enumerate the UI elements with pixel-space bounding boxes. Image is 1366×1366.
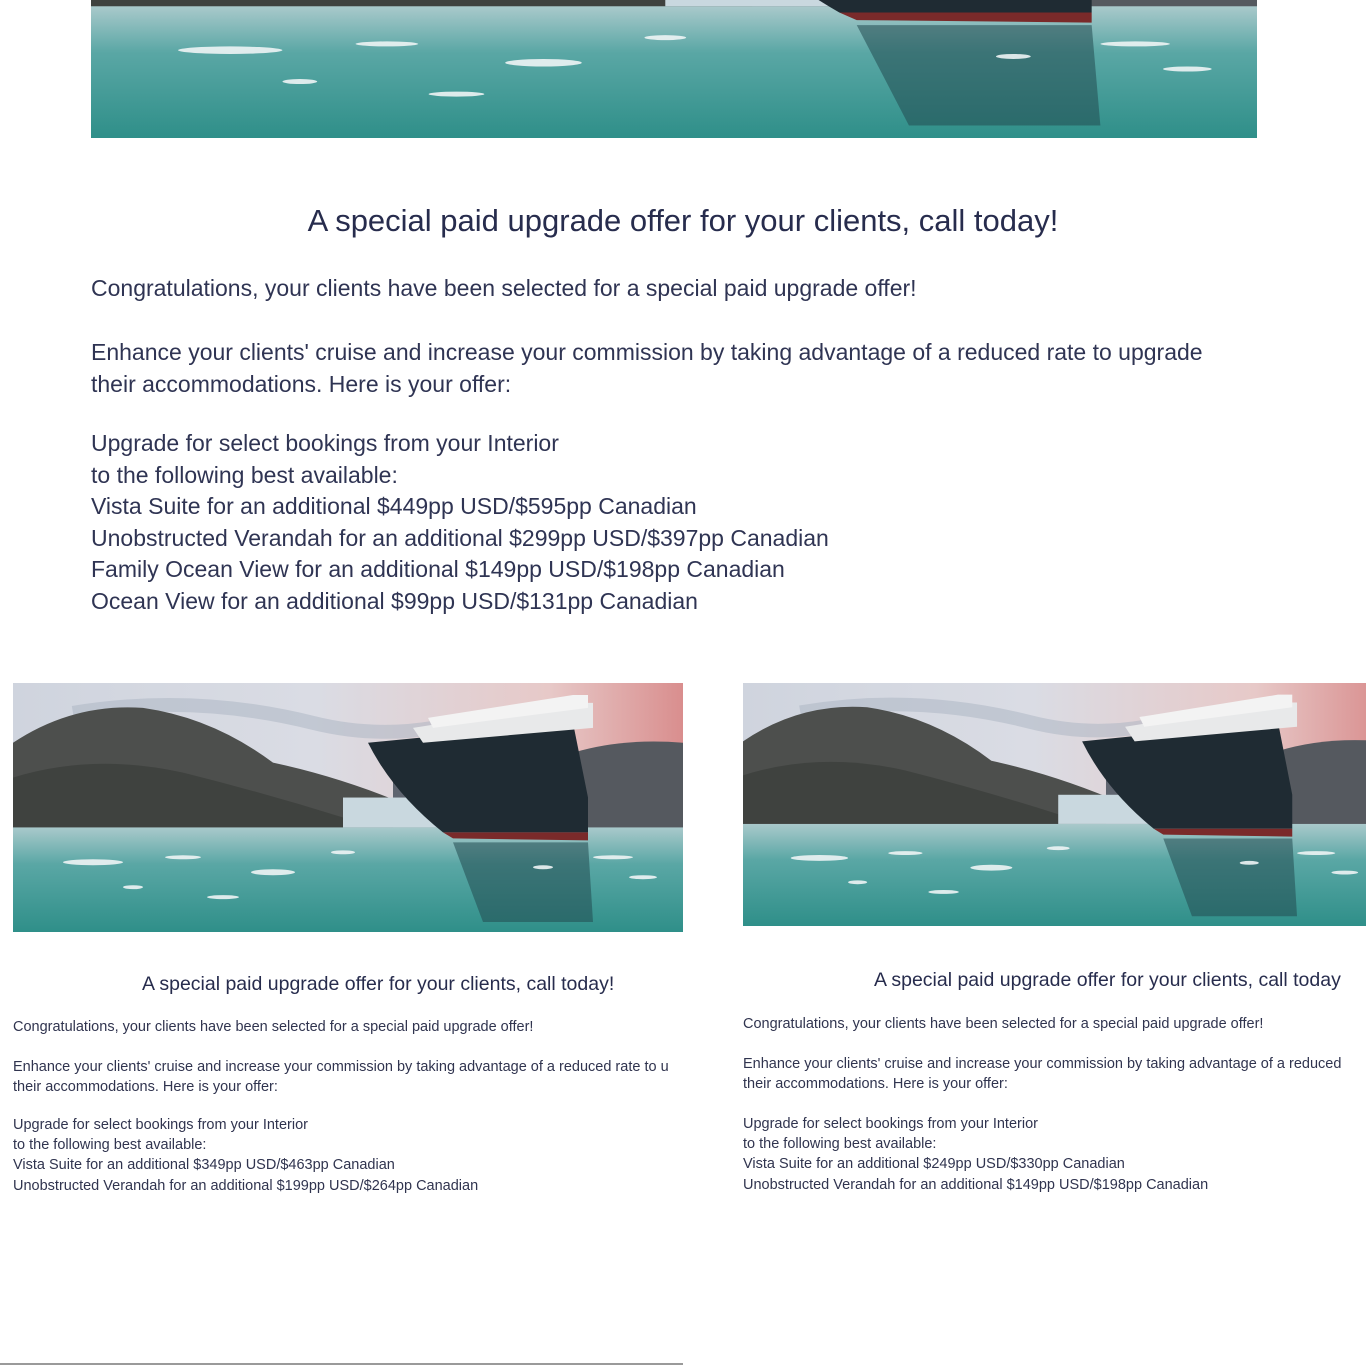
enhance-line: their accommodations. Here is your offer: bbox=[13, 1079, 278, 1096]
enhance-text bbox=[91, 337, 1203, 400]
right-email-panel bbox=[733, 655, 1366, 1366]
enhance-line: Enhance your clients' cruise and increase your commission by taking advantage of a reduced rate to upgrade bbox=[91, 339, 1203, 365]
top-email-panel bbox=[0, 0, 1366, 640]
page-title: A special paid upgrade offer for your clients, call today! bbox=[307, 203, 1059, 238]
congrats-text: Congratulations, your clients have been selected for a special paid upgrade offer! bbox=[91, 275, 917, 301]
offer-line: Vista Suite for an additional $249pp USD/$330pp Canadian bbox=[743, 1156, 1125, 1173]
page-title: A special paid upgrade offer for your clients, call today bbox=[874, 969, 1341, 991]
enhance-text bbox=[743, 1054, 1341, 1094]
offer-line: Unobstructed Verandah for an additional $199pp USD/$264pp Canadian bbox=[13, 1177, 479, 1194]
offer-line: to the following best available: bbox=[91, 461, 398, 488]
enhance-line: Enhance your clients' cruise and increase your commission by taking advantage of a reduced bbox=[743, 1056, 1342, 1072]
cruise-ship-image bbox=[743, 683, 1366, 926]
page-title: A special paid upgrade offer for your clients, call today! bbox=[142, 973, 615, 995]
divider bbox=[0, 1363, 683, 1365]
congrats-text: Congratulations, your clients have been selected for a special paid upgrade offer! bbox=[13, 1019, 534, 1035]
offer-line: Unobstructed Verandah for an additional $299pp USD/$397pp Canadian bbox=[91, 524, 829, 551]
offer-line: Upgrade for select bookings from your Interior bbox=[91, 430, 559, 456]
offer-list bbox=[91, 428, 829, 617]
enhance-line: Enhance your clients' cruise and increase your commission by taking advantage of a reduced rate to u bbox=[13, 1059, 669, 1075]
offer-list bbox=[13, 1115, 478, 1196]
left-email-panel bbox=[0, 655, 683, 1366]
cruise-ship-image bbox=[13, 683, 683, 932]
cruise-ship-glacier-photo-icon bbox=[13, 683, 683, 932]
congrats-text: Congratulations, your clients have been selected for a special paid upgrade offer! bbox=[743, 1016, 1264, 1032]
offer-line: Upgrade for select bookings from your Interior bbox=[13, 1117, 308, 1133]
offer-line: Vista Suite for an additional $449pp USD/$595pp Canadian bbox=[91, 493, 697, 519]
offer-line: to the following best available: bbox=[743, 1136, 937, 1153]
enhance-line: their accommodations. Here is your offer: bbox=[91, 370, 512, 397]
offer-line: Family Ocean View for an additional $149pp USD/$198pp Canadian bbox=[91, 556, 785, 582]
offer-line: to the following best available: bbox=[13, 1137, 207, 1154]
enhance-line: their accommodations. Here is your offer: bbox=[743, 1076, 1008, 1093]
enhance-text bbox=[13, 1057, 669, 1097]
offer-list bbox=[743, 1114, 1208, 1195]
offer-line: Vista Suite for an additional $349pp USD/$463pp Canadian bbox=[13, 1157, 395, 1174]
cruise-ship-image bbox=[91, 0, 1257, 138]
cruise-ship-glacier-photo-icon bbox=[91, 0, 1257, 138]
offer-line: Ocean View for an additional $99pp USD/$131pp Canadian bbox=[91, 587, 698, 614]
offer-line: Unobstructed Verandah for an additional $149pp USD/$198pp Canadian bbox=[743, 1176, 1209, 1193]
cruise-ship-glacier-photo-icon bbox=[743, 683, 1366, 926]
offer-line: Upgrade for select bookings from your Interior bbox=[743, 1116, 1038, 1132]
